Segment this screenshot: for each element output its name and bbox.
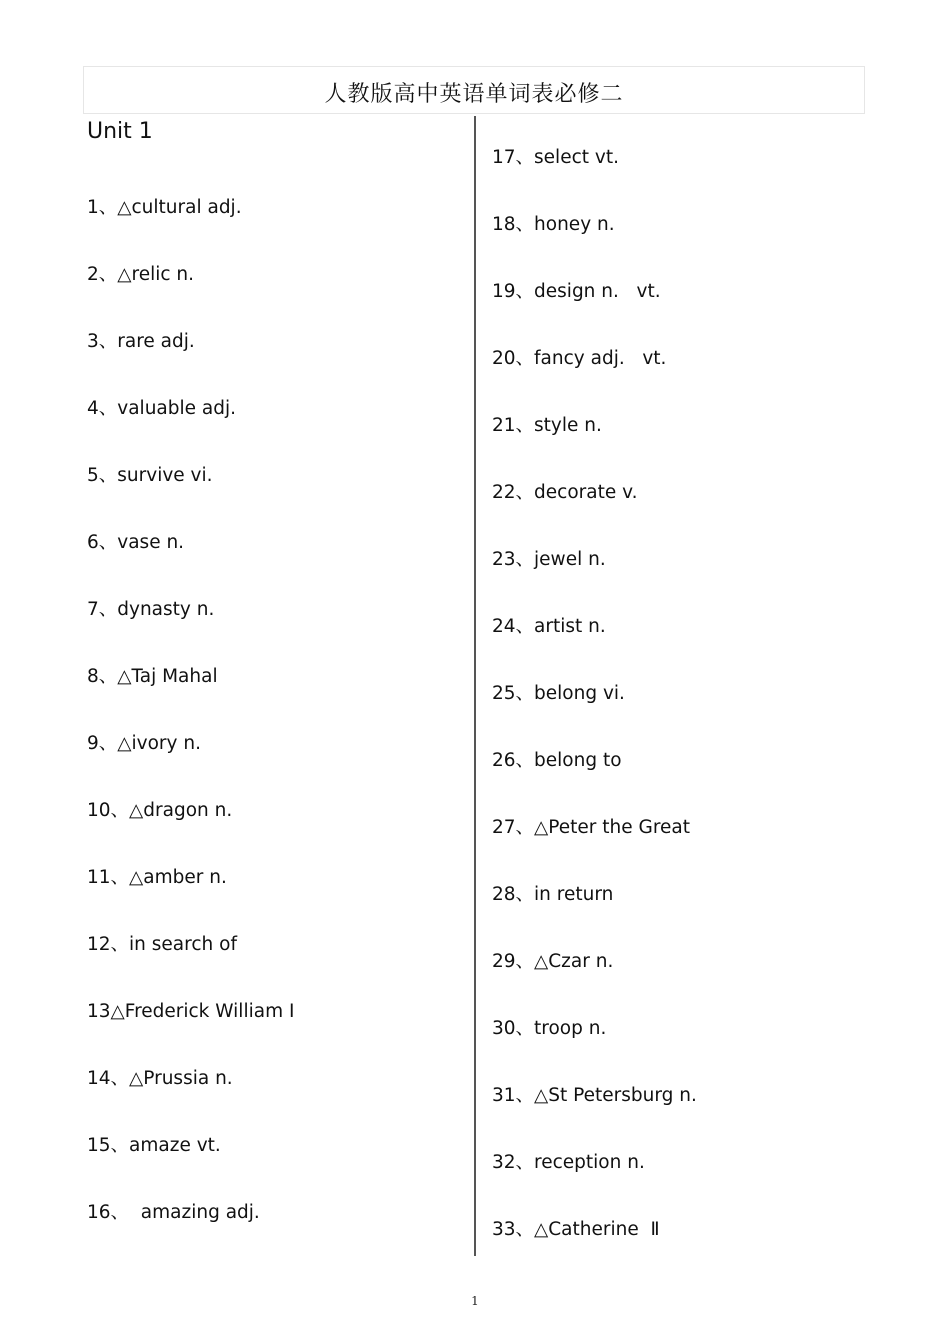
- vocab-entry: 26、belong to: [492, 750, 622, 771]
- vocab-entry: 24、artist n.: [492, 616, 606, 637]
- vocab-entry: 1、△cultural adj.: [87, 197, 242, 218]
- column-divider: [474, 116, 476, 1256]
- vocab-entry: 7、dynasty n.: [87, 599, 215, 620]
- vocab-entry: 17、select vt.: [492, 147, 619, 168]
- vocab-entry: 12、in search of: [87, 934, 237, 955]
- vocab-entry: 15、amaze vt.: [87, 1135, 221, 1156]
- vocab-entry: 4、valuable adj.: [87, 398, 237, 419]
- vocab-entry: 6、vase n.: [87, 532, 185, 553]
- vocab-entry: 23、jewel n.: [492, 549, 606, 570]
- vocab-entry: 20、fancy adj. vt.: [492, 348, 667, 369]
- vocab-entry: 29、△Czar n.: [492, 951, 614, 972]
- vocab-entry: 21、style n.: [492, 415, 602, 436]
- page-number: 1: [471, 1294, 479, 1308]
- vocab-entry: 13△Frederick William I: [87, 1001, 295, 1022]
- vocab-entry: 11、△amber n.: [87, 867, 227, 888]
- vocab-entry: 33、△Catherine Ⅱ: [492, 1219, 660, 1240]
- vocab-entry: 27、△Peter the Great: [492, 817, 691, 838]
- vocab-entry: 16、 amazing adj.: [87, 1202, 260, 1223]
- vocab-entry: 19、design n. vt.: [492, 281, 661, 302]
- page-title: 人教版高中英语单词表必修二: [324, 82, 624, 107]
- vocab-entry: 28、in return: [492, 884, 614, 905]
- vocab-entry: 31、△St Petersburg n.: [492, 1085, 697, 1106]
- vocab-entry: 22、decorate v.: [492, 482, 638, 503]
- vocab-entry: 14、△Prussia n.: [87, 1068, 233, 1089]
- vocab-entry: 18、honey n.: [492, 214, 615, 235]
- title-box: [83, 66, 865, 114]
- unit-heading: Unit 1: [87, 119, 153, 144]
- vocab-entry: 10、△dragon n.: [87, 800, 233, 821]
- vocab-entry: 30、troop n.: [492, 1018, 607, 1039]
- vocab-entry: 32、reception n.: [492, 1152, 645, 1173]
- vocab-entry: 3、rare adj.: [87, 331, 195, 352]
- vocab-entry: 5、survive vi.: [87, 465, 213, 486]
- vocab-entry: 25、belong vi.: [492, 683, 625, 704]
- vocab-entry: 8、△Taj Mahal: [87, 666, 218, 687]
- vocab-entry: 9、△ivory n.: [87, 733, 201, 754]
- vocab-entry: 2、△relic n.: [87, 264, 195, 285]
